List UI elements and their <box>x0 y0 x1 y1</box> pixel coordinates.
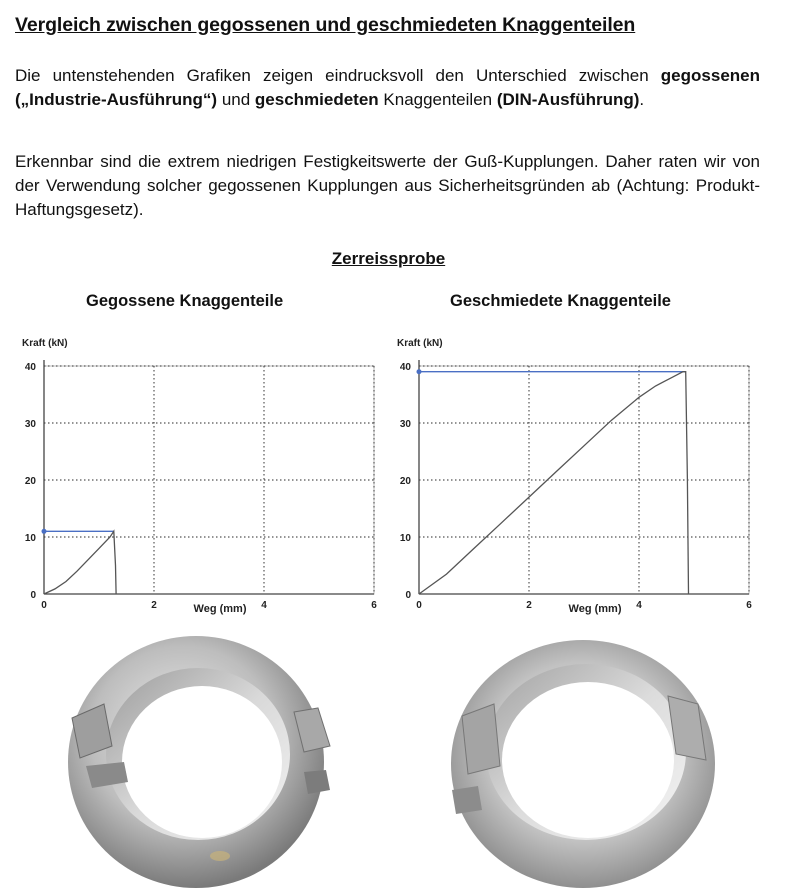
y-tick-label: 20 <box>24 476 36 487</box>
intro-bold-din: (DIN-Ausführung) <box>496 90 640 109</box>
y-tick-label: 30 <box>24 419 36 430</box>
forged-coupling-photo <box>418 634 743 890</box>
x-tick-label: 4 <box>261 600 267 611</box>
y-axis-label: Kraft (kN) <box>22 338 68 349</box>
x-tick-label: 4 <box>636 600 642 611</box>
force-curve <box>419 372 689 594</box>
x-tick-label: 6 <box>746 600 752 611</box>
y-axis-label: Kraft (kN) <box>397 338 443 349</box>
y-tick-label: 40 <box>24 362 36 373</box>
x-tick-label: 6 <box>371 600 377 611</box>
max-force-point <box>417 369 422 374</box>
chart-forged <box>385 330 757 625</box>
x-axis-label: Weg (mm) <box>568 603 622 615</box>
section-title-text: Zerreissprobe <box>331 249 446 268</box>
intro-paragraph <box>15 64 760 112</box>
section-title <box>0 249 797 269</box>
paint-mark <box>210 851 230 861</box>
y-tick-label: 20 <box>399 476 411 487</box>
ring-hole <box>122 686 282 838</box>
warning-paragraph: Erkennbar sind die extrem niedrigen Festigkeitswerte der Guß-Kupplungen. Daher raten wir von der Verwendung solcher gegossenen Kupplungen aus Sicherheitsgründen ab (Achtung: Produkt-Haftungsgesetz). <box>15 152 760 219</box>
notch-right <box>304 770 330 794</box>
chart-cast <box>10 330 382 625</box>
intro-text-3: Knaggenteilen <box>378 90 497 109</box>
max-force-point <box>42 529 47 534</box>
cast-coupling-photo <box>46 634 371 890</box>
chart-title-forged: Geschmiedete Knaggenteile <box>450 292 671 310</box>
page-title: Vergleich zwischen gegossenen und geschmiedeten Knaggenteilen <box>15 14 636 36</box>
y-tick-label: 10 <box>24 533 36 544</box>
x-tick-label: 2 <box>526 600 532 611</box>
intro-bold-cast: gegossenen („Industrie-Ausführung“) <box>15 66 760 109</box>
y-tick-label: 0 <box>30 590 36 601</box>
x-axis-label: Weg (mm) <box>193 603 247 615</box>
x-tick-label: 2 <box>151 600 157 611</box>
intro-text-4: . <box>639 90 645 109</box>
y-tick-label: 10 <box>399 533 411 544</box>
notch-left <box>452 786 482 814</box>
x-tick-label: 0 <box>41 600 47 611</box>
force-curve <box>44 531 116 594</box>
intro-text-2: und <box>217 90 255 109</box>
y-tick-label: 40 <box>399 362 411 373</box>
intro-bold-forged: geschmiedeten <box>254 90 379 109</box>
y-tick-label: 0 <box>405 590 411 601</box>
y-tick-label: 30 <box>399 419 411 430</box>
lug-left <box>462 704 500 774</box>
ring-hole <box>502 682 674 838</box>
x-tick-label: 0 <box>416 600 422 611</box>
intro-text-1: Die untenstehenden Grafiken zeigen eindrucksvoll den Unterschied zwischen <box>15 66 661 85</box>
chart-title-cast: Gegossene Knaggenteile <box>86 292 284 310</box>
